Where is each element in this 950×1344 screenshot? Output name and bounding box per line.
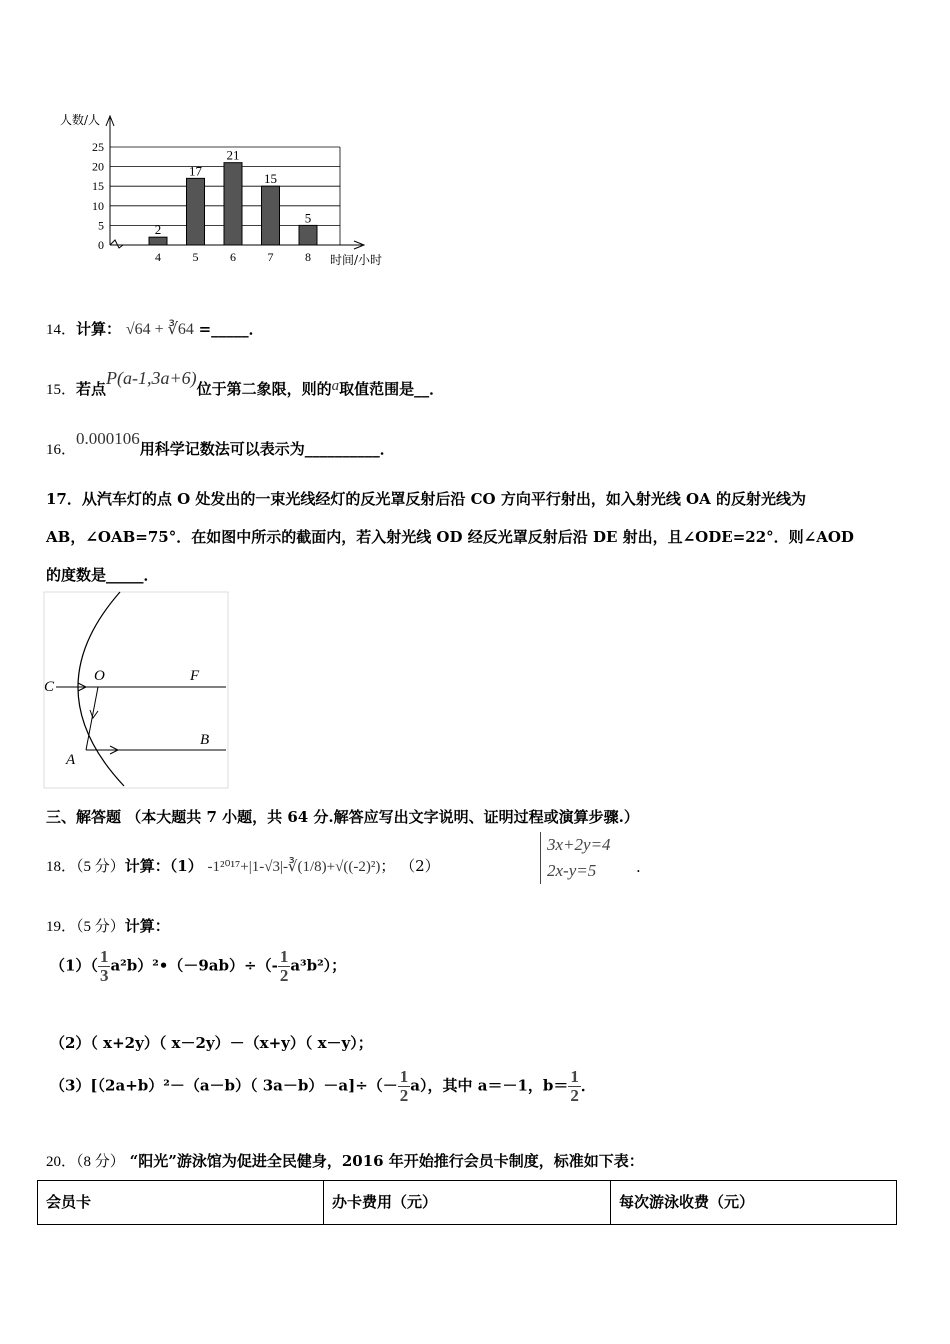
section-3-heading: 三、解答题 （本大题共 7 小题，共 64 分.解答应写出文字说明、证明过程或演算步骤.）	[46, 808, 639, 826]
y-axis-label: 人数/人	[60, 113, 101, 127]
x-tick-label: 8	[305, 250, 311, 264]
bar	[224, 163, 242, 245]
x-tick-label: 7	[267, 250, 274, 264]
question-17-line-3: 的度数是_____．	[46, 566, 159, 584]
label-b: B	[200, 732, 210, 748]
bar-value-label: 5	[304, 210, 312, 226]
label-f: F	[190, 668, 200, 684]
fraction: $\frac{1}{2}$	[399, 1067, 409, 1105]
y-tick-label: 0	[98, 238, 104, 252]
fraction: $\frac{1}{2}$	[279, 947, 289, 985]
arrow-icon	[90, 710, 98, 718]
axis-break-icon	[110, 240, 123, 248]
label-a: A	[66, 752, 76, 768]
bar	[149, 237, 167, 245]
label-c: C	[44, 679, 55, 695]
q14-expression: √64 + ∛64	[125, 321, 194, 338]
bar	[187, 178, 205, 245]
bar-value-label: 15	[264, 171, 277, 187]
question-19-part-1: （1）（ $\frac{1}{3}$ a²b）²•（－9ab）÷（- $\frac{1}{2}$ a³b²）；	[50, 947, 347, 985]
question-16: 16．0.000106用科学记数法可以表示为__________．	[46, 429, 395, 458]
bar-value-label: 17	[189, 163, 202, 179]
table-header-cell: 会员卡	[38, 1181, 324, 1225]
question-19-part-2: （2）（ x+2y）（ x－2y）－（x+y）（ x－y）；	[50, 1034, 373, 1052]
question-19: 19．（5 分）计算：	[46, 917, 170, 935]
x-tick-label: 5	[192, 250, 199, 264]
q18-expression-1: -1²⁰¹⁷+|1-√3|-∛(1/8)+√((-2)²)	[207, 859, 381, 875]
reflector-figure	[40, 590, 232, 790]
fraction: $\frac{1}{3}$	[99, 947, 109, 985]
bar-value-label: 2	[154, 222, 162, 238]
bar-chart	[40, 100, 410, 280]
y-tick-label: 10	[92, 198, 104, 213]
table-header-cell: 每次游泳收费（元）	[611, 1181, 897, 1225]
fraction: $\frac{1}{2}$	[570, 1067, 579, 1105]
table-header-cell: 办卡费用（元）	[324, 1181, 611, 1225]
y-tick-label: 5	[98, 218, 104, 233]
bar	[299, 225, 317, 245]
question-19-part-3: （3）[（2a+b）²－（a－b）（ 3a－b）－a]÷（－ $\frac{1}{2}$ a），其中 a＝－1，b＝ $\frac{1}{2}$ ．	[50, 1067, 596, 1105]
x-tick-label: 4	[155, 250, 161, 264]
decimal-value: 0.000106	[76, 429, 140, 448]
question-14: 14．计算： √64 + ∛64 =_____．	[46, 320, 264, 338]
membership-table	[37, 1180, 897, 1225]
point-expression: P(a-1,3a+6)	[106, 368, 197, 388]
ray-oa	[86, 687, 98, 750]
y-tick-label: 25	[92, 140, 104, 154]
question-17-line-1: 17．从汽车灯的点 O 处发出的一束光线经灯的反光罩反射后沿 CO 方向平行射出，如入射光线 OA 的反射光线为	[46, 490, 806, 508]
question-18: 18．（5 分）计算：（1） -1²⁰¹⁷+|1-√3|-∛(1/8)+√((-2)²)； （2）	[46, 857, 440, 875]
reflector-curve	[78, 592, 124, 786]
equation-system: 3x+2y=4 2x-y=5	[540, 832, 611, 884]
label-o: O	[94, 668, 105, 684]
x-axis-label: 时间/小时	[330, 253, 383, 267]
x-tick-label: 6	[230, 250, 236, 264]
question-15: 15．若点P(a-1,3a+6)位于第二象限，则的a取值范围是__．	[46, 368, 445, 398]
question-17-line-2: AB，∠OAB=75°．在如图中所示的截面内，若入射光线 OD 经反光罩反射后沿 DE 射出，且∠ODE=22°．则∠AOD	[46, 528, 854, 546]
bar-value-label: 21	[226, 147, 240, 163]
question-20: 20．（8 分） “阳光”游泳馆为促进全民健身，2016 年开始推行会员卡制度，标准如下表：	[46, 1152, 644, 1170]
y-tick-label: 20	[92, 159, 104, 174]
y-tick-label: 15	[92, 179, 104, 194]
table-header-row	[38, 1181, 897, 1225]
bar	[262, 186, 280, 245]
